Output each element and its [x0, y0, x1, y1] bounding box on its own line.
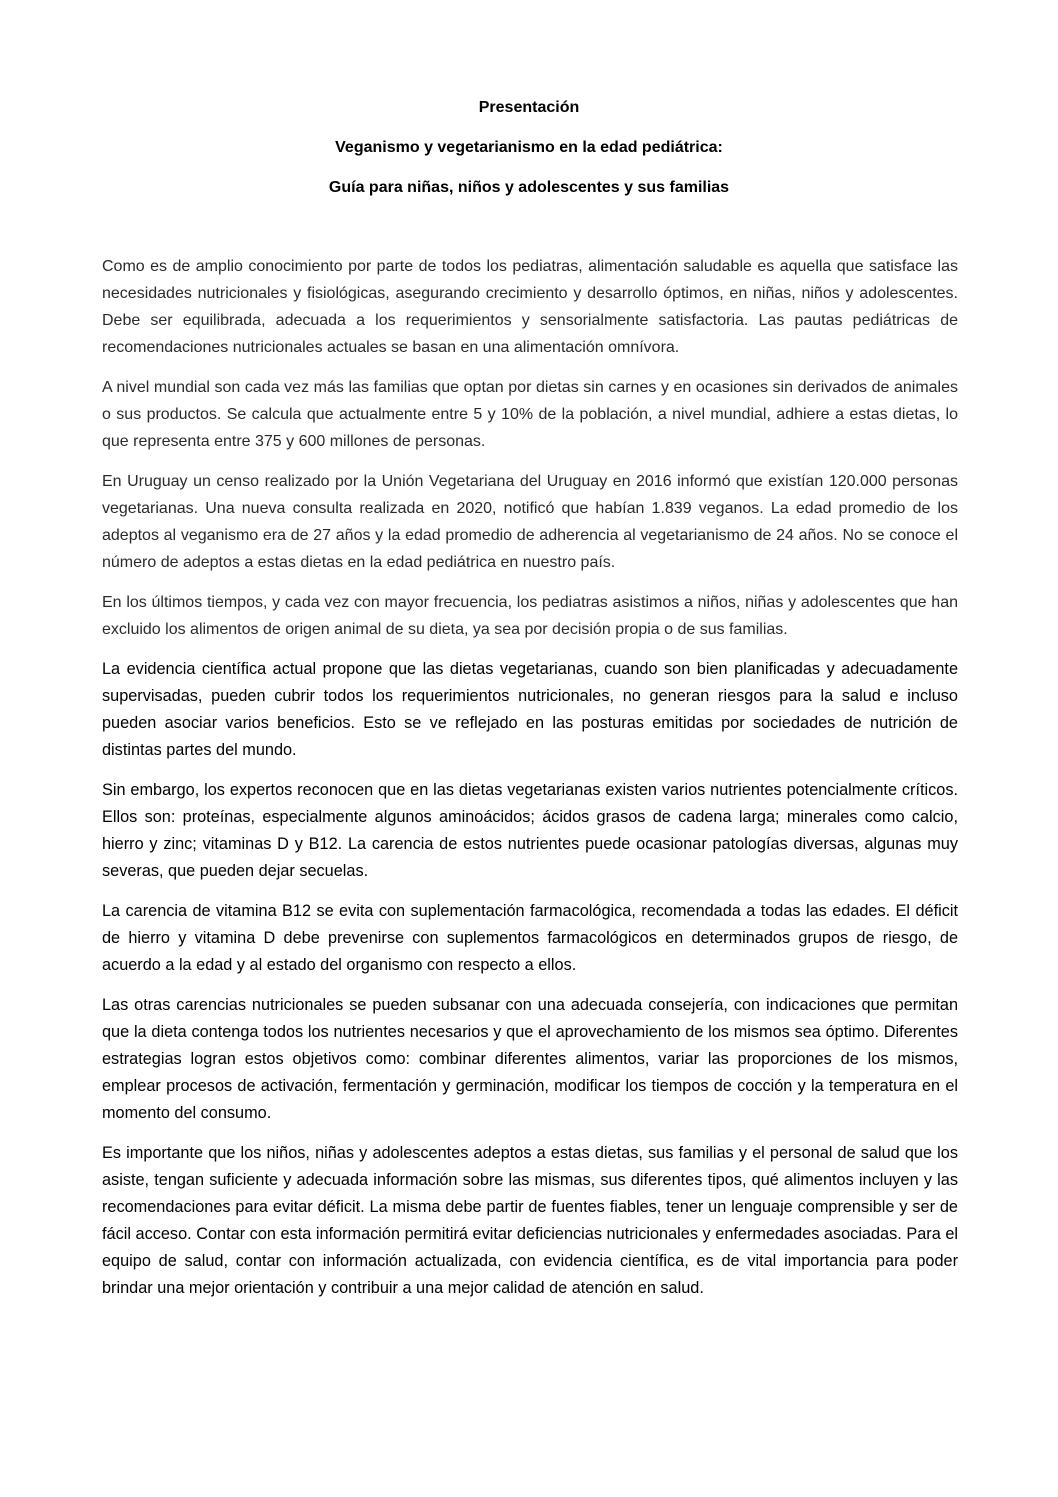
paragraph: Es importante que los niños, niñas y adolescentes adeptos a estas dietas, sus familias y el personal de salud que los asiste, tengan suficiente y adecuada información sobre las mismas, sus diferentes tipos, qué alimentos incluyen y las recomendaciones para evitar déficit. La misma debe partir de fuentes fiables, tener un lenguaje comprensible y ser de fácil acceso. Contar con esta información permitirá evitar deficiencias nutricionales y enfermedades asociadas. Para el equipo de salud, contar con información actualizada, con evidencia científica, es de vital importancia para poder brindar una mejor orientación y contribuir a una mejor calidad de atención en salud. [102, 1144, 958, 1297]
section-label: Presentación [478, 99, 580, 116]
paragraph: En Uruguay un censo realizado por la Unión Vegetariana del Uruguay en 2016 informó que existían 120.000 personas vegetarianas. Una nueva consulta realizada en 2020, notificó que habían 1.839 veganos. La edad promedio de los adeptos al veganismo era de 27 años y la edad promedio de adherencia al vegetarianismo de 24 años. No se conoce el número de adeptos a estas dietas en la edad pediátrica en nuestro país. [102, 473, 958, 571]
document-header [0, 98, 1058, 218]
document-subtitle: Guía para niñas, niños y adolescentes y sus familias [328, 179, 730, 196]
paragraph: En los últimos tiempos, y cada vez con mayor frecuencia, los pediatras asistimos a niños, niñas y adolescentes que han excluido los alimentos de origen animal de su dieta, ya sea por decisión propia o de sus familias. [102, 594, 958, 638]
paragraph: La evidencia científica actual propone que las dietas vegetarianas, cuando son bien planificadas y adecuadamente supervisadas, pueden cubrir todos los requerimientos nutricionales, no generan riesgos para la salud e incluso pueden asociar varios beneficios. Esto se ve reflejado en las posturas emitidas por sociedades de nutrición de distintas partes del mundo. [102, 660, 958, 759]
document-title: Veganismo y vegetarianismo en la edad pediátrica: [335, 139, 723, 156]
paragraph: Las otras carencias nutricionales se pueden subsanar con una adecuada consejería, con indicaciones que permitan que la dieta contenga todos los nutrientes necesarios y que el aprovechamiento de los mismos sea óptimo. Diferentes estrategias logran estos objetivos como: combinar diferentes alimentos, variar las proporciones de los mismos, emplear procesos de activación, fermentación y germinación, modificar los tiempos de cocción y la temperatura en el momento del consumo. [102, 996, 958, 1122]
paragraph: La carencia de vitamina B12 se evita con suplementación farmacológica, recomendada a todas las edades. El déficit de hierro y vitamina D debe prevenirse con suplementos farmacológicos en determinados grupos de riesgo, de acuerdo a la edad y al estado del organismo con respecto a ellos. [102, 902, 958, 974]
paragraph: Sin embargo, los expertos reconocen que en las dietas vegetarianas existen varios nutrientes potencialmente críticos. Ellos son: proteínas, especialmente algunos aminoácidos; ácidos grasos de cadena larga; minerales como calcio, hierro y zinc; vitaminas D y B12. La carencia de estos nutrientes puede ocasionar patologías diversas, algunas muy severas, que pueden dejar secuelas. [102, 781, 958, 880]
paragraph: A nivel mundial son cada vez más las familias que optan por dietas sin carnes y en ocasiones sin derivados de animales o sus productos. Se calcula que actualmente entre 5 y 10% de la población, a nivel mundial, adhiere a estas dietas, lo que representa entre 375 y 600 millones de personas. [102, 379, 958, 450]
paragraph: Como es de amplio conocimiento por parte de todos los pediatras, alimentación saludable es aquella que satisface las necesidades nutricionales y fisiológicas, asegurando crecimiento y desarrollo óptimos, en niñas, niños y adolescentes. Debe ser equilibrada, adecuada a los requerimientos y sensorialmente satisfactoria. Las pautas pediátricas de recomendaciones nutricionales actuales se basan en una alimentación omnívora. [102, 258, 958, 356]
document-body [102, 253, 958, 1315]
